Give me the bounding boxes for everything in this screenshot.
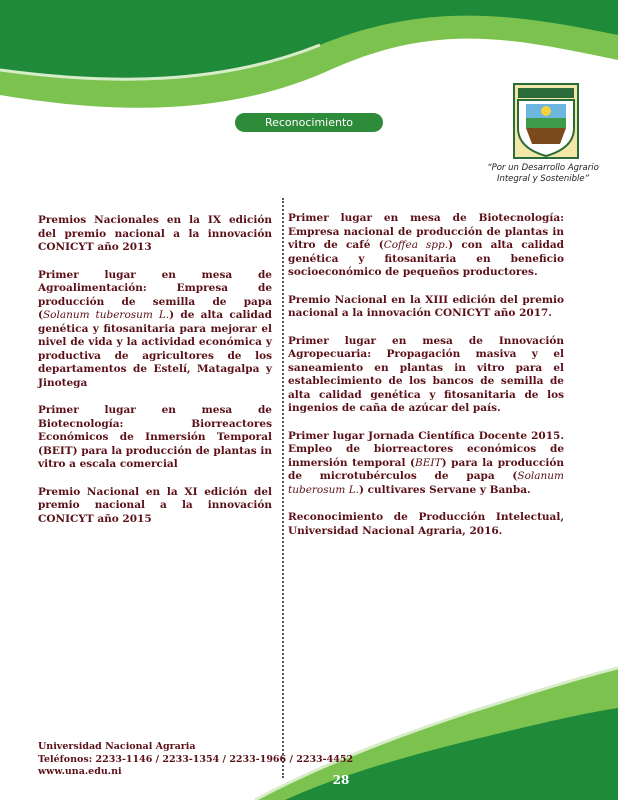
una-logo bbox=[512, 82, 580, 160]
award-item: Premios Nacionales en la IX edición del premio nacional a la innovación CONICYT año 2013 bbox=[38, 214, 272, 253]
award-item: Primer lugar en mesa de Biotecnología: Biorreactores Económicos de Inmersión Temporal (BEIT) para la producción de plantas in vitro a escala comercial bbox=[38, 404, 272, 470]
award-item: Reconocimiento de Producción Intelectual, Universidad Nacional Agraria, 2016. bbox=[288, 511, 564, 537]
section-badge: Reconocimiento bbox=[235, 113, 383, 132]
slogan: “Por un Desarrollo Agrario Integral y Sostenible” bbox=[487, 163, 599, 184]
right-column bbox=[288, 212, 564, 552]
left-column bbox=[38, 214, 272, 540]
award-item: Primer lugar en mesa de Biotecnología: Empresa nacional de producción de plantas in vitro de café (Coffea spp.) con alta calidad genética y fitosanitaria en beneficio socioeconómico de pequeños productores. bbox=[288, 212, 565, 278]
award-item: Primer lugar Jornada Científica Docente 2015. Empleo de biorreactores económicos de inmersión temporal (BEIT) para la producción de microtubérculos de papa (Solanum tuberosum L.) cultivares Servane y Banba. bbox=[288, 429, 564, 496]
award-item: Premio Nacional en la XIII edición del premio nacional a la innovación CONICYT año 2017. bbox=[288, 293, 564, 319]
column-divider bbox=[282, 198, 284, 778]
footer-institution: Universidad Nacional Agraria bbox=[38, 741, 196, 752]
award-item: Primer lugar en mesa de Agroalimentación: Empresa de producción de semilla de papa (Solanum tuberosum L.) de alta calidad genética y fitosanitaria para mejorar el nivel de vida y la actividad económica y productiva de agricultores de los departamentos de Estelí, Matagalpa y Jinotega bbox=[38, 268, 272, 389]
footer-website[interactable]: www.una.edu.ni bbox=[38, 766, 122, 777]
award-item: Premio Nacional en la XI edición del premio nacional a la innovación CONICYT año 2015 bbox=[38, 485, 272, 525]
page-number: 28 bbox=[332, 773, 350, 787]
footer-phones: Teléfonos: 2233-1146 / 2233-1354 / 2233-1966 / 2233-4452 bbox=[38, 753, 354, 765]
award-item: Primer lugar en mesa de Innovación Agropecuaria: Propagación masiva y el saneamiento en plantas in vitro para el establecimiento de los bancos de semilla de alta calidad genética y fitosanitaria de los ingenios de caña de azúcar del país. bbox=[288, 334, 564, 414]
footer-contact bbox=[38, 741, 353, 779]
